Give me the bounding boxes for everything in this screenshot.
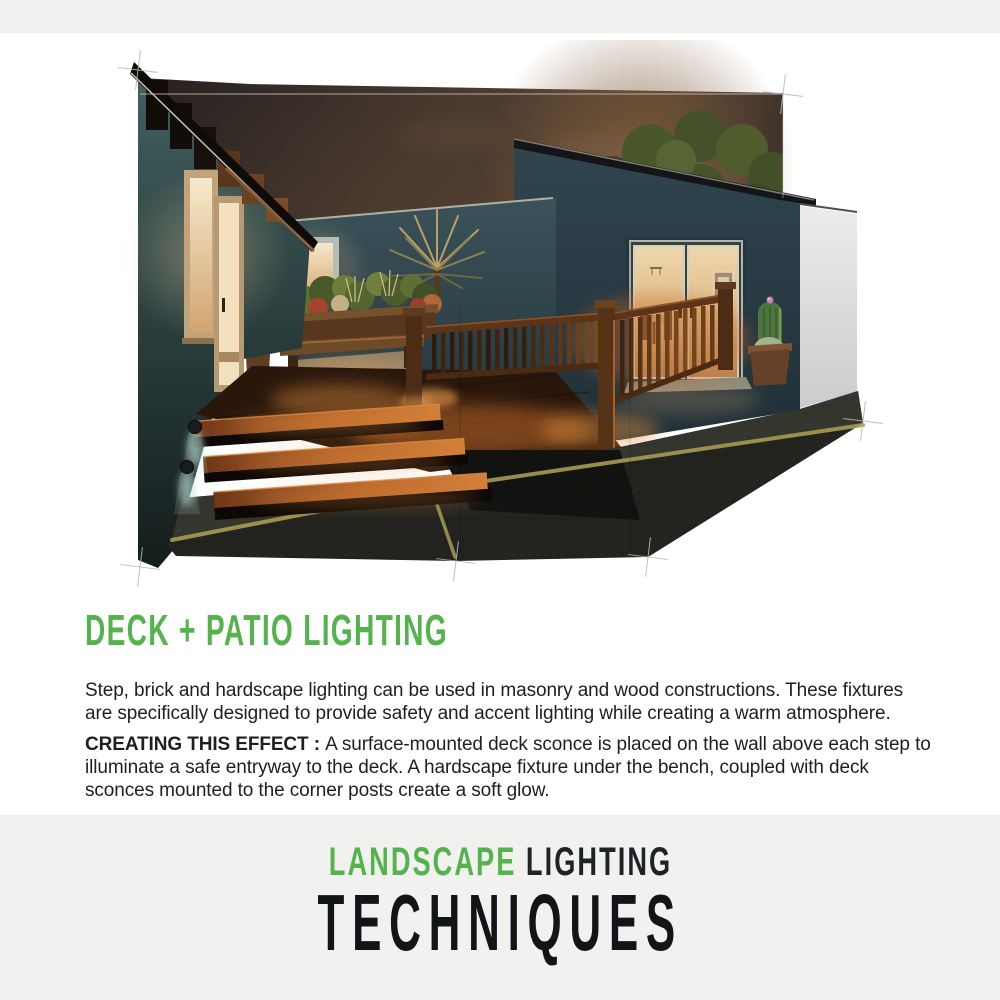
illustration-container bbox=[100, 40, 890, 590]
footer-title bbox=[0, 878, 1000, 967]
effect-text: A surface-mounted deck sconce is placed on the wall above each step to illuminate a safe entryway to the deck. A hardscape fixture under the bench, coupled with deck sconces mounted to the corner posts create a soft glow. bbox=[85, 734, 931, 801]
section-title: DECK + PATIO LIGHTING bbox=[85, 606, 448, 655]
railing-post-corner bbox=[595, 300, 618, 458]
side-wall-panel bbox=[800, 204, 857, 408]
railing-post-right bbox=[715, 282, 736, 370]
effect-label: CREATING THIS EFFECT : bbox=[85, 734, 326, 755]
deck-patio-illustration bbox=[100, 40, 890, 590]
left-door bbox=[214, 196, 244, 392]
footer-word-lighting: LIGHTING bbox=[525, 840, 672, 884]
footer-word-techniques: TECHNIQUES bbox=[317, 878, 683, 967]
section-paragraph: Step, brick and hardscape lighting can be used in masonry and wood constructions. These fixtures are specifically designed to provide safety and accent lighting while creating a warm atmosphere. bbox=[85, 680, 904, 724]
effect-paragraph bbox=[85, 733, 933, 802]
top-gray-band bbox=[0, 0, 1000, 33]
footer-word-landscape: LANDSCAPE bbox=[328, 840, 516, 884]
